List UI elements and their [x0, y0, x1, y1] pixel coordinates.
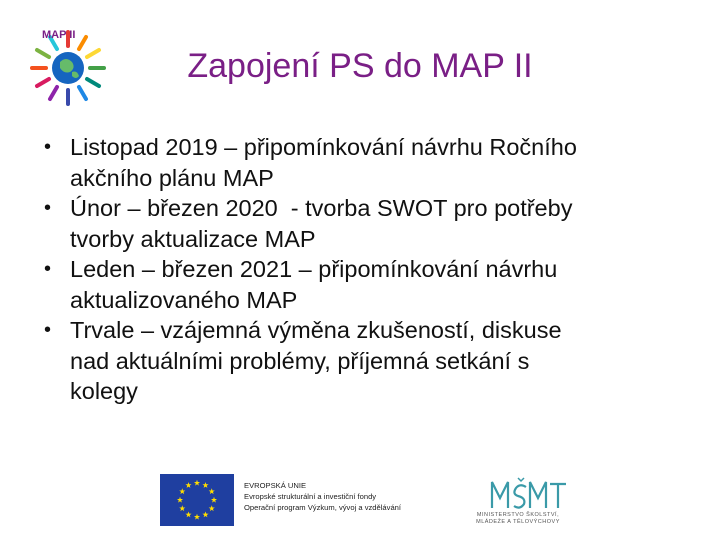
- msmt-line: MLÁDEŽE A TĚLOVÝCHOVY: [476, 519, 560, 525]
- msmt-logo: [466, 476, 570, 528]
- eu-line: Operační program Výzkum, vývoj a vzdělávání: [244, 503, 402, 512]
- msmt-mark-icon: [466, 476, 570, 512]
- logo-text: MAP II: [42, 29, 76, 41]
- bullet-icon: •: [44, 319, 52, 341]
- eu-line: Evropské strukturální a investiční fondy: [244, 492, 377, 501]
- bullet-icon: •: [44, 197, 52, 219]
- list-item: [28, 132, 698, 193]
- bullet-line: Trvale – vzájemná výměna zkušeností, diskuse: [70, 317, 562, 343]
- eu-text: [244, 480, 401, 513]
- bullet-list: [28, 132, 698, 407]
- page-title: Zapojení PS do MAP II: [187, 47, 533, 85]
- list-item: [28, 315, 698, 407]
- list-item: [28, 254, 698, 315]
- bullet-line: nad aktuálními problémy, příjemná setkání s: [70, 347, 530, 374]
- eu-funding-logo: [160, 474, 446, 528]
- bullet-line: aktualizovaného MAP: [70, 286, 298, 313]
- list-item: [28, 193, 698, 254]
- map-ii-logo: [22, 22, 114, 114]
- bullet-icon: •: [44, 258, 52, 280]
- bullet-line: akčního plánu MAP: [70, 164, 274, 191]
- bullet-line: Listopad 2019 – připomínkování návrhu Ročního: [70, 134, 577, 160]
- eu-flag-icon: [160, 474, 234, 526]
- bullet-line: Leden – březen 2021 – připomínkování návrhu: [70, 256, 558, 282]
- bullet-line: Únor – březen 2020 - tvorba SWOT pro potřeby: [70, 195, 573, 221]
- bullet-line: tvorby aktualizace MAP: [70, 225, 316, 252]
- bullet-icon: •: [44, 136, 52, 158]
- eu-line: EVROPSKÁ UNIE: [244, 481, 307, 490]
- msmt-line: MINISTERSTVO ŠKOLSTVÍ,: [476, 512, 560, 518]
- bullet-line: kolegy: [70, 378, 138, 404]
